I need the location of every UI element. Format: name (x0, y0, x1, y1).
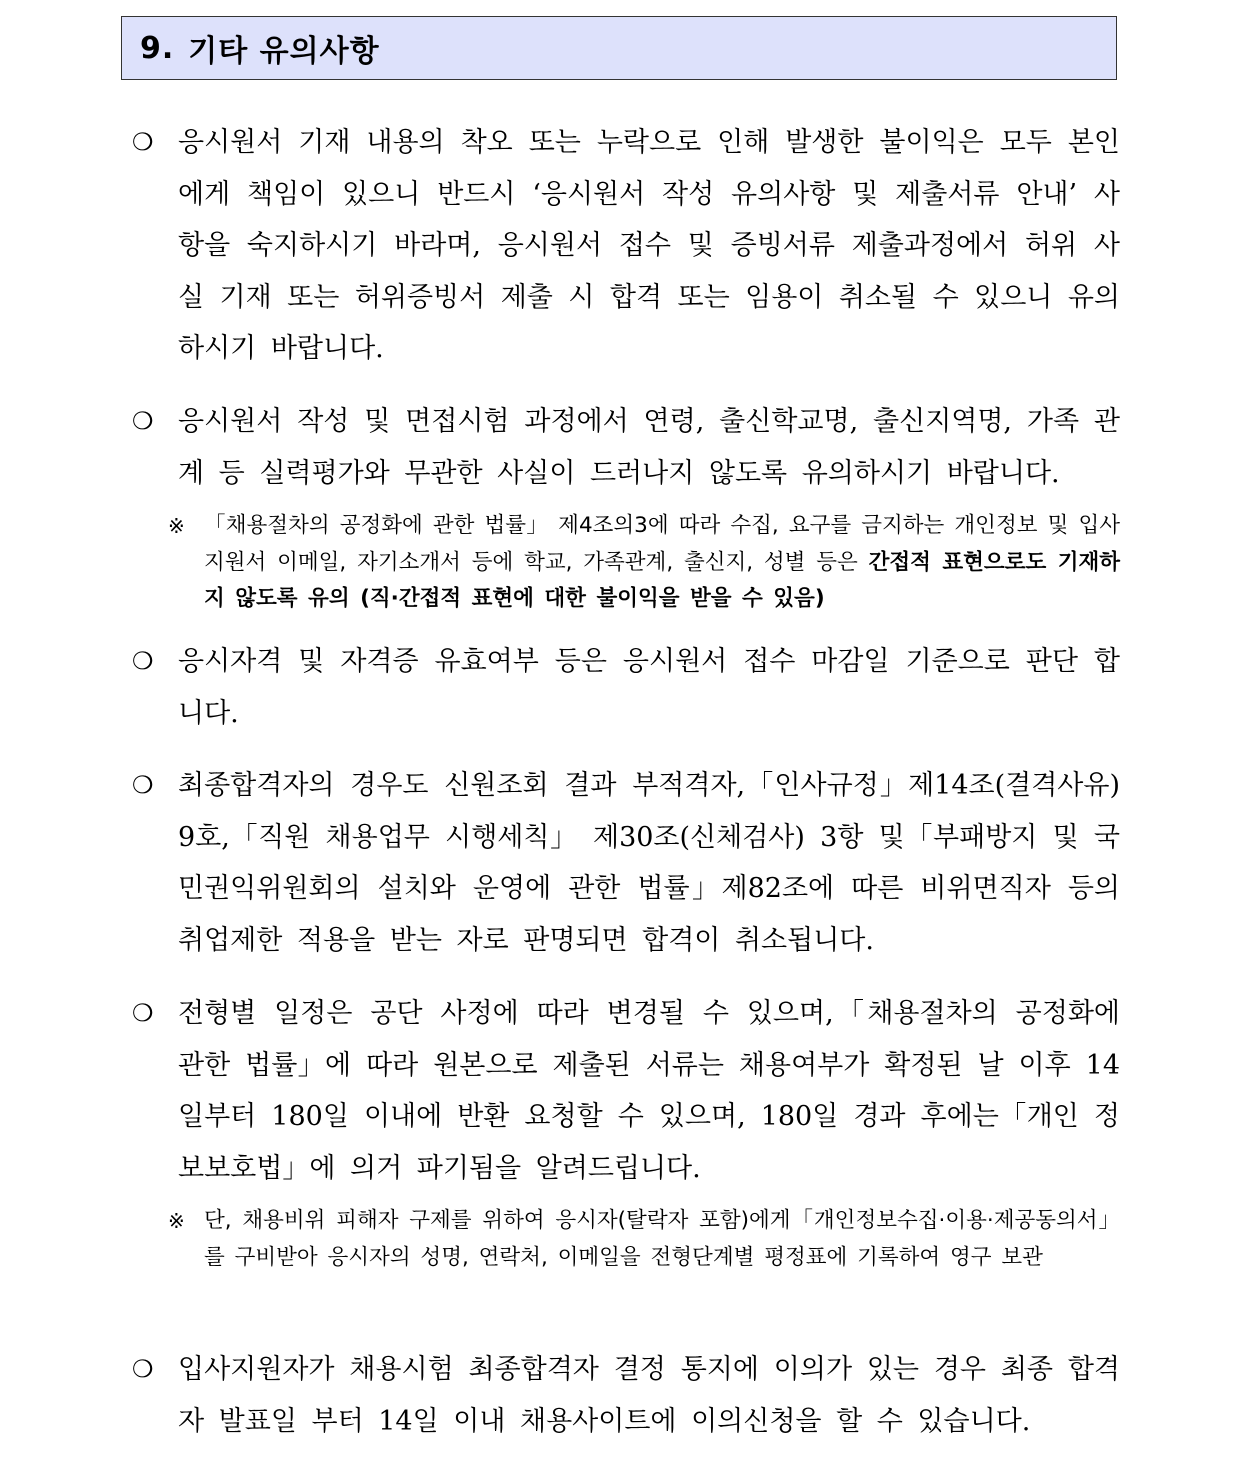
note-text: 단, 채용비위 피해자 구제를 위하여 응시자(탈락자 포함)에게「개인정보수집·이용·제공동의서」를 구비받아 응시자의 성명, 연락처, 이메일을 전형단계별 평정표에 기록하여 영구 보관 (204, 1208, 1120, 1270)
notice-item-text: 최종합격자의 경우도 신원조회 결과 부적격자,「인사규정」제14조(결격사유) 9호,「직원 채용업무 시행세칙」 제30조(신체검사) 3항 및「부패방지 및 국민권익위원회의 설치와 운영에 관한 법률」제82조에 따른 비위면직자 등의 취업제한 적용을 받는 자로 판명되면 합격이 취소됩니다. (178, 770, 1120, 956)
reference-mark-icon: ※ (168, 514, 185, 538)
notice-item-text: 응시원서 기재 내용의 착오 또는 누락으로 인해 발생한 불이익은 모두 본인에게 책임이 있으니 반드시 ‘응시원서 작성 유의사항 및 제출서류 안내’ 사항을 숙지하시기 바라며, 응시원서 접수 및 증빙서류 제출과정에서 허위 사실 기재 또는 허위증빙서 제출 시 합격 또는 임용이 취소될 수 있으니 유의하시기 바랍니다. (178, 127, 1120, 364)
note-text-normal: 「채용절차의 공정화에 관한 법률」 제4조의3에 따라 수집, 요구를 금지하는 개인정보 및 입사지원서 이메일, 자기소개서 등에 학교, 가족관계, 출신지, 성별 등은 (204, 513, 1120, 575)
notice-item-text: 응시자격 및 자격증 유효여부 등은 응시원서 접수 마감일 기준으로 판단 합니다. (178, 646, 1120, 729)
circle-bullet-icon: ❍ (132, 647, 154, 675)
reference-mark-icon: ※ (168, 1209, 185, 1233)
section-number: 9. (140, 30, 175, 66)
circle-bullet-icon: ❍ (132, 771, 154, 799)
notice-item (132, 760, 1120, 966)
notice-item (132, 988, 1120, 1194)
notice-item (132, 636, 1120, 739)
section-title: 기타 유의사항 (188, 34, 380, 69)
notice-item (132, 1344, 1120, 1447)
circle-bullet-icon: ❍ (132, 128, 154, 156)
circle-bullet-icon: ❍ (132, 1355, 154, 1383)
notice-item-text: 응시원서 작성 및 면접시험 과정에서 연령, 출신학교명, 출신지역명, 가족 관계 등 실력평가와 무관한 사실이 드러나지 않도록 유의하시기 바랍니다. (178, 406, 1120, 489)
notice-item (132, 117, 1120, 375)
note (168, 508, 1120, 618)
section-header (121, 16, 1117, 80)
circle-bullet-icon: ❍ (132, 999, 154, 1027)
note-text-bold: 간접적 표현으로도 기재하지 않도록 유의 (직·간접적 표현에 대한 불이익을 받을 수 있음) (204, 549, 1121, 611)
note-text (204, 508, 1120, 618)
notice-item (132, 396, 1120, 499)
circle-bullet-icon: ❍ (132, 407, 154, 435)
notice-item-text: 전형별 일정은 공단 사정에 따라 변경될 수 있으며,「채용절차의 공정화에 관한 법률」에 따라 원본으로 제출된 서류는 채용여부가 확정된 날 이후 14일부터 180일 이내에 반환 요청할 수 있으며, 180일 경과 후에는「개인 정보보호법」에 의거 파기됨을 알려드립니다. (178, 998, 1120, 1184)
note (168, 1203, 1120, 1276)
notice-item-text: 입사지원자가 채용시험 최종합격자 결정 통지에 이의가 있는 경우 최종 합격자 발표일 부터 14일 이내 채용사이트에 이의신청을 할 수 있습니다. (178, 1354, 1120, 1437)
